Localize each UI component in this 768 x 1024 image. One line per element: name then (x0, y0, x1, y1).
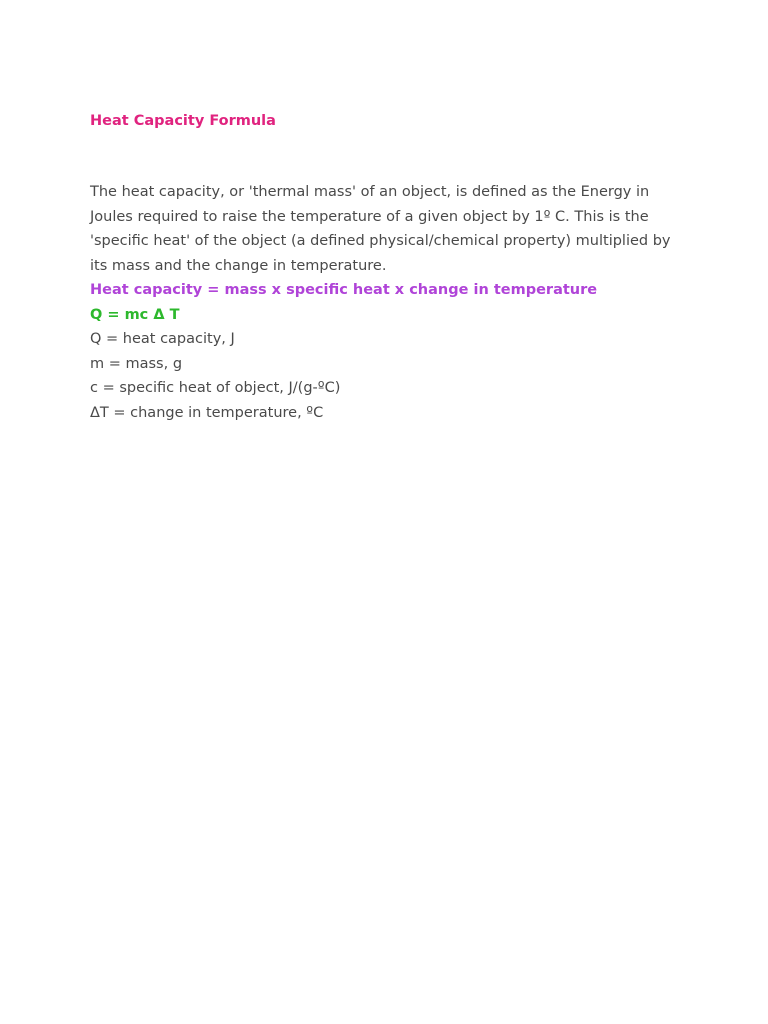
definition-m: m = mass, g (90, 355, 183, 372)
definition-q: Q = heat capacity, J (90, 331, 235, 347)
formula-in-symbols: Q = mc Δ T (90, 306, 180, 323)
intro-paragraph: The heat capacity, or 'thermal mass' of an object, is defined as the Energy in Joules required to raise the temperature of a given object by 1º C. This is the 'specific heat' of the object (a defined physical/chemical property) multiplied by its mass and the change in temperature. (90, 184, 671, 274)
page-title: Heat Capacity Formula (90, 113, 276, 129)
document-body (90, 110, 690, 425)
formula-in-words: Heat capacity = mass x specific heat x change in temperature (90, 282, 598, 298)
definition-c: c = specific heat of object, J/(g-ºC) (90, 380, 341, 396)
definition-delta-t: ΔT = change in temperature, ºC (90, 404, 324, 421)
